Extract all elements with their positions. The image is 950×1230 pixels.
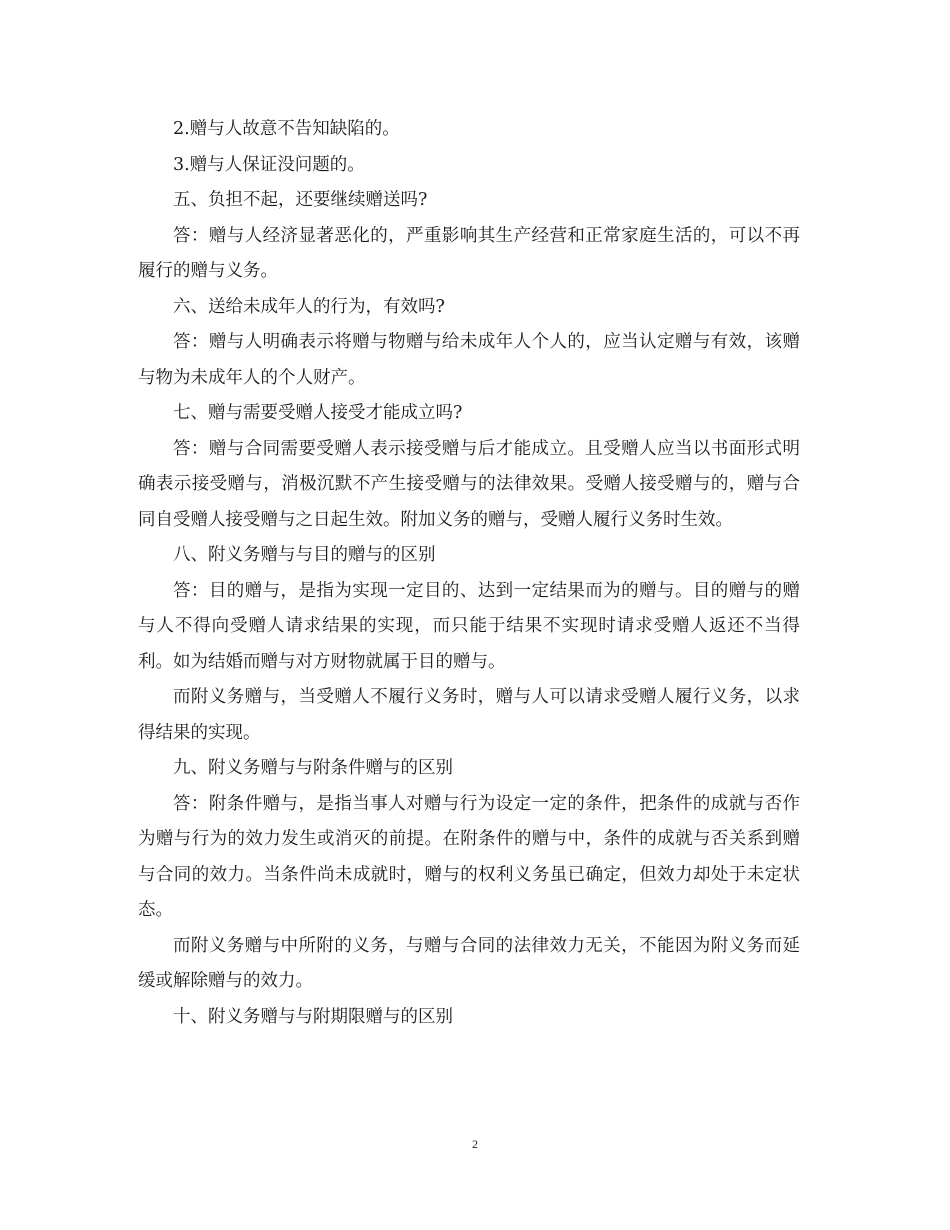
answer-paragraph-6: 答：赠与人明确表示将赠与物赠与给未成年人个人的，应当认定赠与有效，该赠与物为未成年人的个人财产。 [138,332,800,388]
answer-paragraph-8: 答：目的赠与，是指为实现一定目的、达到一定结果而为的赠与。目的赠与的赠与人不得向受赠人请求结果的实现，而只能于结果不实现时请求受赠人返还不当得利。如为结婚而赠与对方财物就属于目的赠与。 [138,580,800,672]
section-heading-8: 八、附义务赠与与目的赠与的区别 [173,545,436,565]
page-number: 2 [472,1137,478,1151]
answer-paragraph-7: 答：赠与合同需要受赠人表示接受赠与后才能成立。且受赠人应当以书面形式明确表示接受赠与，消极沉默不产生接受赠与的法律效果。受赠人接受赠与的，赠与合同自受赠人接受赠与之日起生效。附加义务的赠与，受赠人履行义务时生效。 [138,438,800,530]
section-heading-10: 十、附义务赠与与附期限赠与的区别 [173,1006,453,1027]
document-body [138,112,800,1035]
body-paragraph-9b: 而附义务赠与中所附的义务，与赠与合同的法律效力无关，不能因为附义务而延缓或解除赠与的效力。 [138,935,800,991]
list-item-3: 3.赠与人保证没问题的。 [173,154,365,175]
answer-paragraph-5: 答：赠与人经济显著恶化的，严重影响其生产经营和正常家庭生活的，可以不再履行的赠与义务。 [138,225,800,281]
list-item-2: 2.赠与人故意不告知缺陷的。 [173,119,400,139]
body-paragraph-8b: 而附义务赠与，当受赠人不履行义务时，赠与人可以请求受赠人履行义务，以求得结果的实现。 [138,687,800,743]
answer-paragraph-9: 答：附条件赠与，是指当事人对赠与行为设定一定的条件，把条件的成就与否作为赠与行为的效力发生或消灭的前提。在附条件的赠与中，条件的成就与否关系到赠与合同的效力。当条件尚未成就时，赠与的权利义务虽已确定，但效力却处于未定状态。 [138,793,800,920]
section-heading-9: 九、附义务赠与与附条件赠与的区别 [173,758,453,778]
section-heading-6: 六、送给未成年人的行为，有效吗? [173,296,445,317]
section-heading-5: 五、负担不起，还要继续赠送吗? [173,190,428,210]
section-heading-7: 七、赠与需要受赠人接受才能成立吗? [173,403,463,423]
